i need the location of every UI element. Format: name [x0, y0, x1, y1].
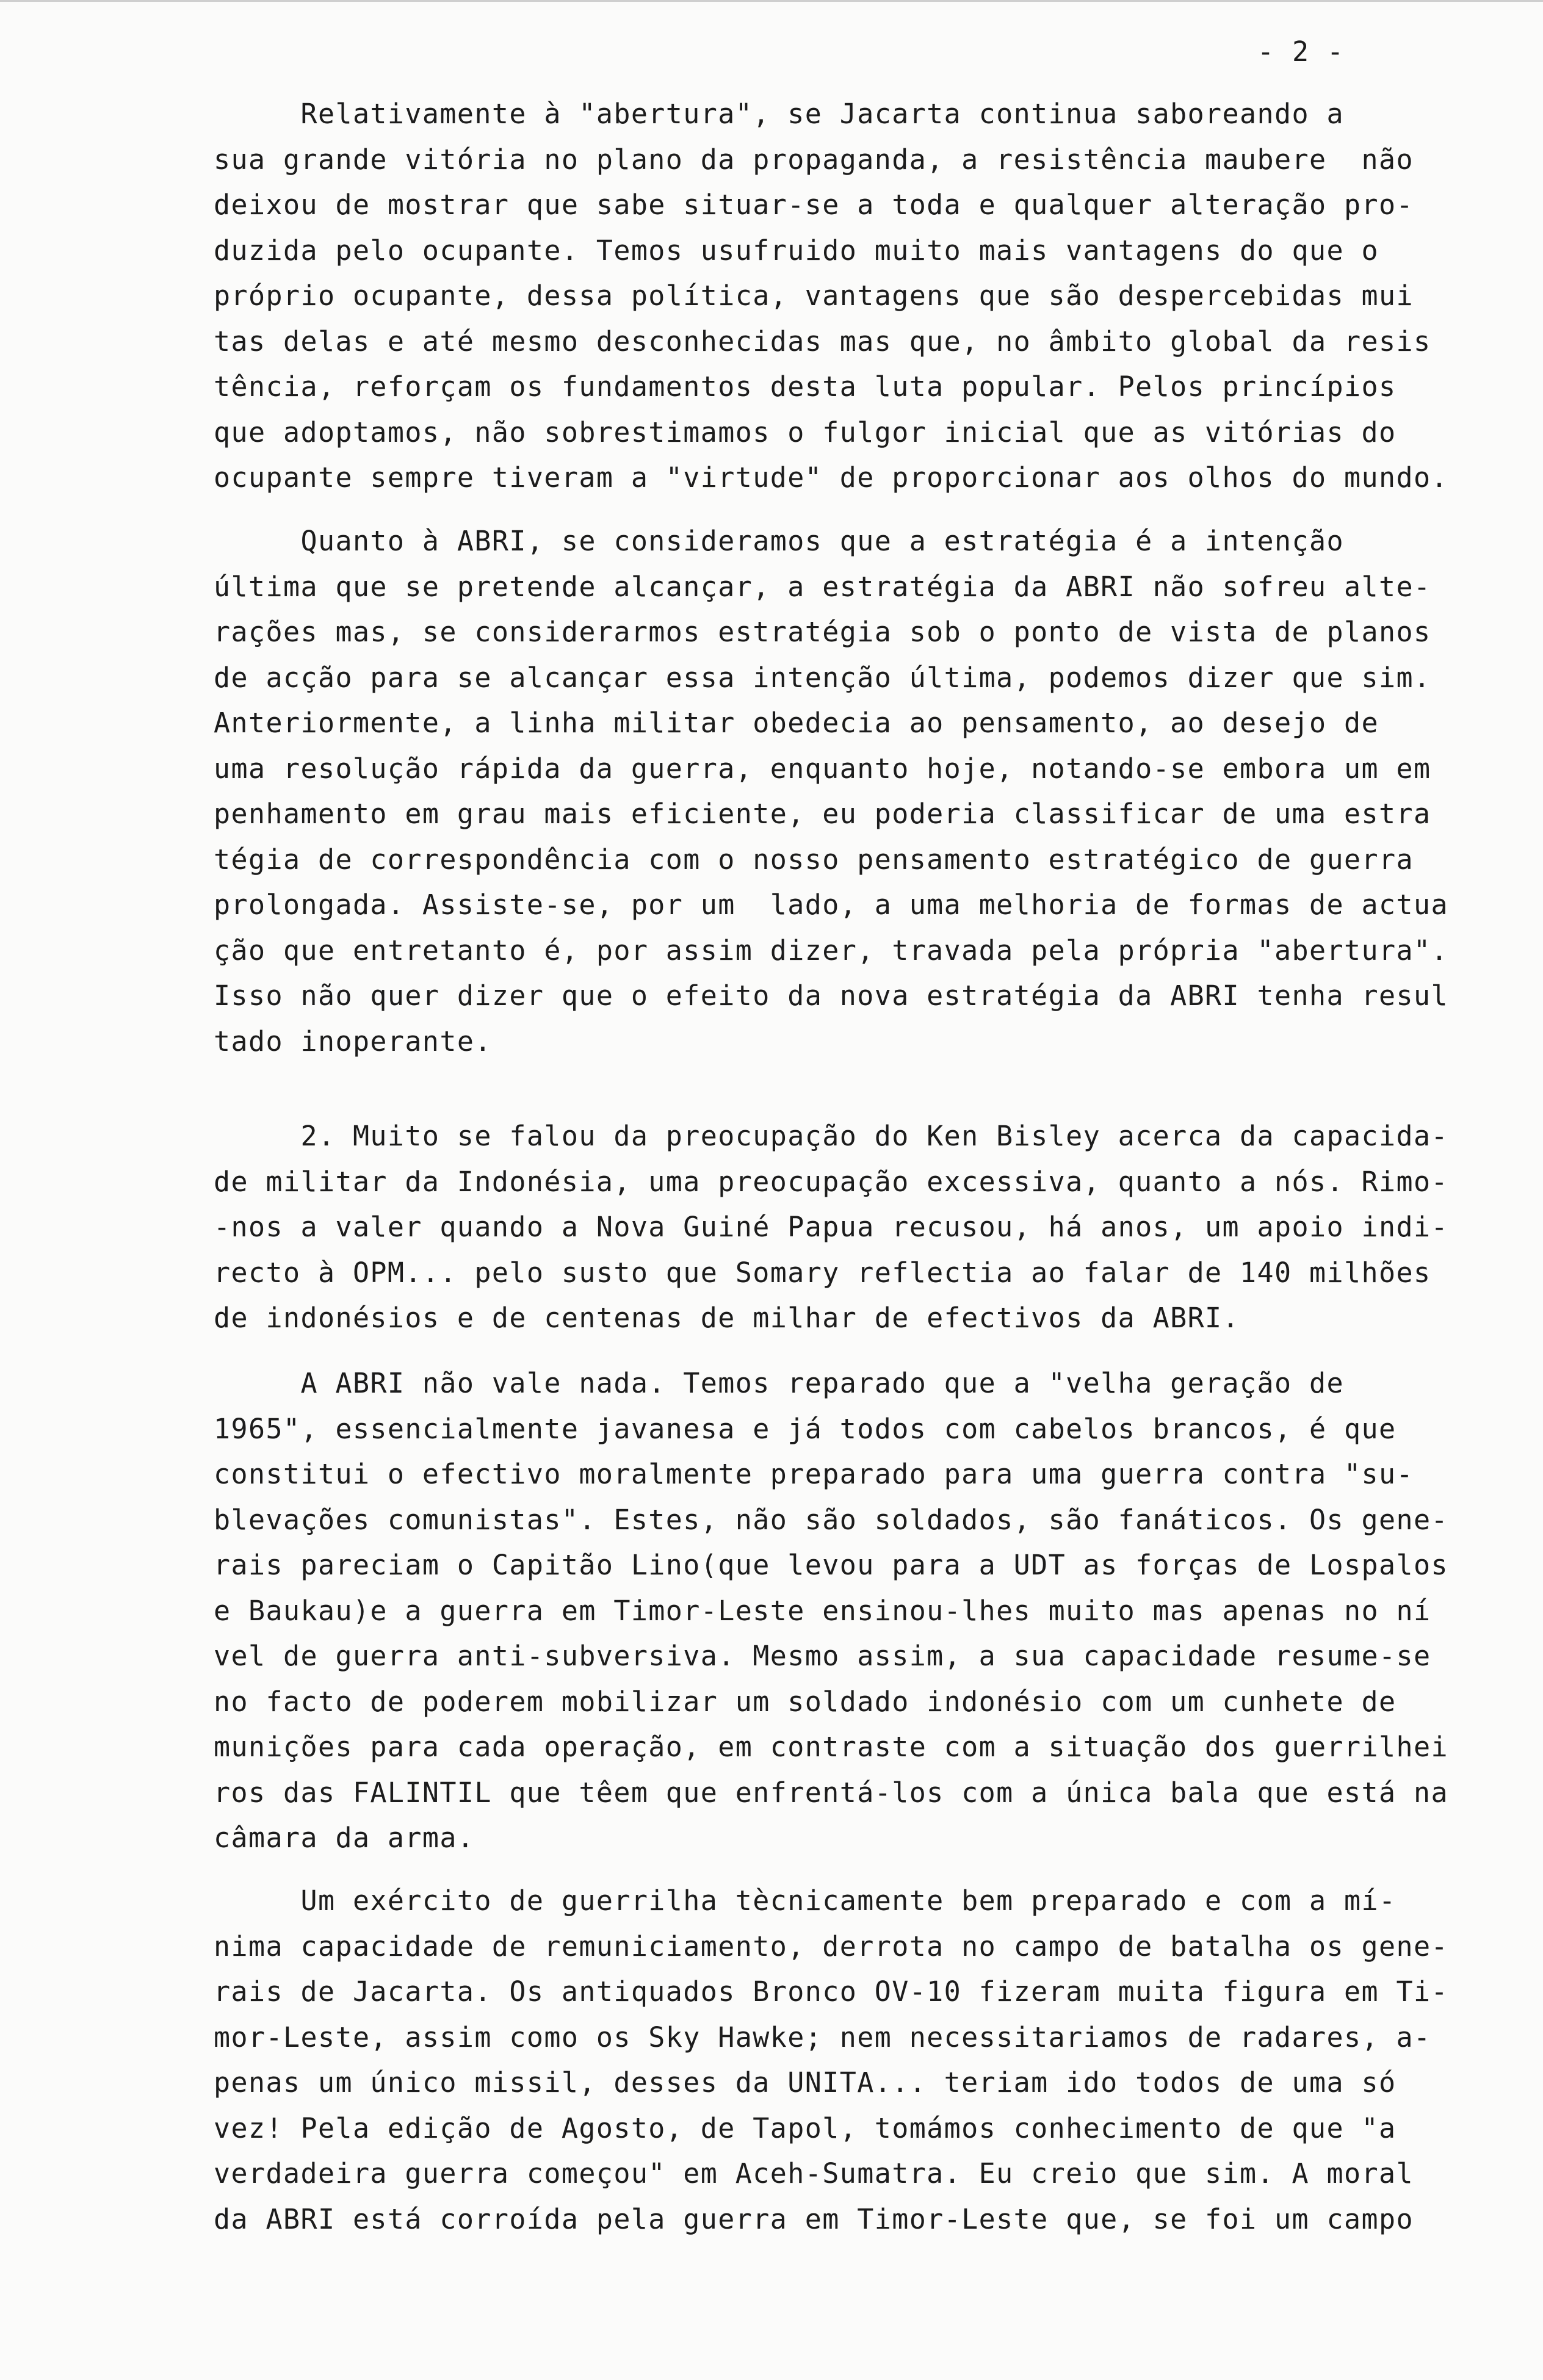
text-line: sua grande vitória no plano da propaganda, a resistência maubere não	[214, 143, 1414, 176]
text-line: tência, reforçam os fundamentos desta luta popular. Pelos princípios	[214, 370, 1397, 403]
text-line: 2. Muito se falou da preocupação do Ken Bisley acerca da capacida-	[214, 1120, 1448, 1152]
text-line: prolongada. Assiste-se, por um lado, a uma melhoria de formas de actua	[214, 889, 1448, 921]
text-line: ros das FALINTIL que têem que enfrentá-los com a única bala que está na	[214, 1776, 1448, 1809]
text-line: A ABRI não vale nada. Temos reparado que a "velha geração de	[214, 1367, 1344, 1399]
paragraph-exercito-guerrilha	[214, 1878, 1526, 2242]
paragraph-abri-nao-vale	[214, 1361, 1526, 1861]
text-line: próprio ocupante, dessa política, vantagens que são despercebidas mui	[214, 279, 1414, 312]
text-line: Anteriormente, a linha militar obedecia ao pensamento, ao desejo de	[214, 707, 1379, 739]
text-line: blevações comunistas". Estes, não são soldados, são fanáticos. Os gene-	[214, 1503, 1448, 1536]
text-line: recto à OPM... pelo susto que Somary reflectia ao falar de 140 milhões	[214, 1256, 1431, 1289]
text-line: de indonésios e de centenas de milhar de efectivos da ABRI.	[214, 1302, 1240, 1334]
text-line: nima capacidade de remuniciamento, derrota no campo de batalha os gene-	[214, 1930, 1448, 1963]
text-line: Relativamente à "abertura", se Jacarta continua saboreando a	[214, 98, 1344, 130]
text-line: de militar da Indonésia, uma preocupação excessiva, quanto a nós. Rimo-	[214, 1165, 1448, 1198]
text-line: rais de Jacarta. Os antiquados Bronco OV-10 fizeram muita figura em Ti-	[214, 1975, 1448, 2008]
text-line: uma resolução rápida da guerra, enquanto hoje, notando-se embora um em	[214, 752, 1431, 785]
text-line: munições para cada operação, em contraste com a situação dos guerrilhei	[214, 1731, 1448, 1763]
top-edge-rule	[0, 0, 1543, 2]
text-line: mor-Leste, assim como os Sky Hawke; nem necessitariamos de radares, a-	[214, 2021, 1431, 2054]
text-line: de acção para se alcançar essa intenção última, podemos dizer que sim.	[214, 661, 1431, 694]
paragraph-item-2	[214, 1114, 1526, 1341]
text-line: Quanto à ABRI, se consideramos que a estratégia é a intenção	[214, 525, 1344, 557]
text-line: vel de guerra anti-subversiva. Mesmo assim, a sua capacidade resume-se	[214, 1640, 1431, 1672]
text-line: ção que entretanto é, por assim dizer, travada pela própria "abertura".	[214, 934, 1448, 967]
text-line: penhamento em grau mais eficiente, eu poderia classificar de uma estra	[214, 798, 1431, 830]
paragraph-abertura	[214, 92, 1526, 501]
page-number: - 2 -	[1257, 35, 1345, 68]
text-line: da ABRI está corroída pela guerra em Timor-Leste que, se foi um campo	[214, 2202, 1414, 2235]
text-line: constitui o efectivo moralmente preparado para uma guerra contra "su-	[214, 1458, 1414, 1490]
text-line: 1965", essencialmente javanesa e já todos com cabelos brancos, é que	[214, 1412, 1397, 1445]
text-line: -nos a valer quando a Nova Guiné Papua recusou, há anos, um apoio indi-	[214, 1211, 1448, 1243]
text-line: câmara da arma.	[214, 1822, 475, 1854]
text-line: última que se pretende alcançar, a estratégia da ABRI não sofreu alte-	[214, 570, 1431, 603]
text-line: tas delas e até mesmo desconhecidas mas que, no âmbito global da resis	[214, 325, 1431, 358]
text-line: que adoptamos, não sobrestimamos o fulgor inicial que as vitórias do	[214, 416, 1397, 449]
text-line: no facto de poderem mobilizar um soldado indonésio com um cunhete de	[214, 1685, 1397, 1718]
paragraph-abri-estrategia	[214, 519, 1526, 1064]
text-line: ocupante sempre tiveram a "virtude" de proporcionar aos olhos do mundo.	[214, 461, 1448, 494]
text-line: deixou de mostrar que sabe situar-se a toda e qualquer alteração pro-	[214, 189, 1414, 221]
text-line: tado inoperante.	[214, 1025, 492, 1058]
text-line: duzida pelo ocupante. Temos usufruido muito mais vantagens do que o	[214, 234, 1379, 267]
text-line: tégia de correspondência com o nosso pensamento estratégico de guerra	[214, 843, 1414, 876]
text-line: rais pareciam o Capitão Lino(que levou para a UDT as forças de Lospalos	[214, 1549, 1448, 1581]
text-line: Um exército de guerrilha tècnicamente bem preparado e com a mí-	[214, 1884, 1397, 1917]
text-line: e Baukau)e a guerra em Timor-Leste ensinou-lhes muito mas apenas no ní	[214, 1594, 1431, 1627]
text-line: rações mas, se considerarmos estratégia sob o ponto de vista de planos	[214, 616, 1431, 648]
text-line: verdadeira guerra começou" em Aceh-Sumatra. Eu creio que sim. A moral	[214, 2157, 1414, 2190]
text-line: vez! Pela edição de Agosto, de Tapol, tomámos conhecimento de que "a	[214, 2111, 1397, 2144]
text-line: Isso não quer dizer que o efeito da nova estratégia da ABRI tenha resul	[214, 979, 1448, 1012]
text-line: penas um único missil, desses da UNITA... teriam ido todos de uma só	[214, 2066, 1397, 2099]
